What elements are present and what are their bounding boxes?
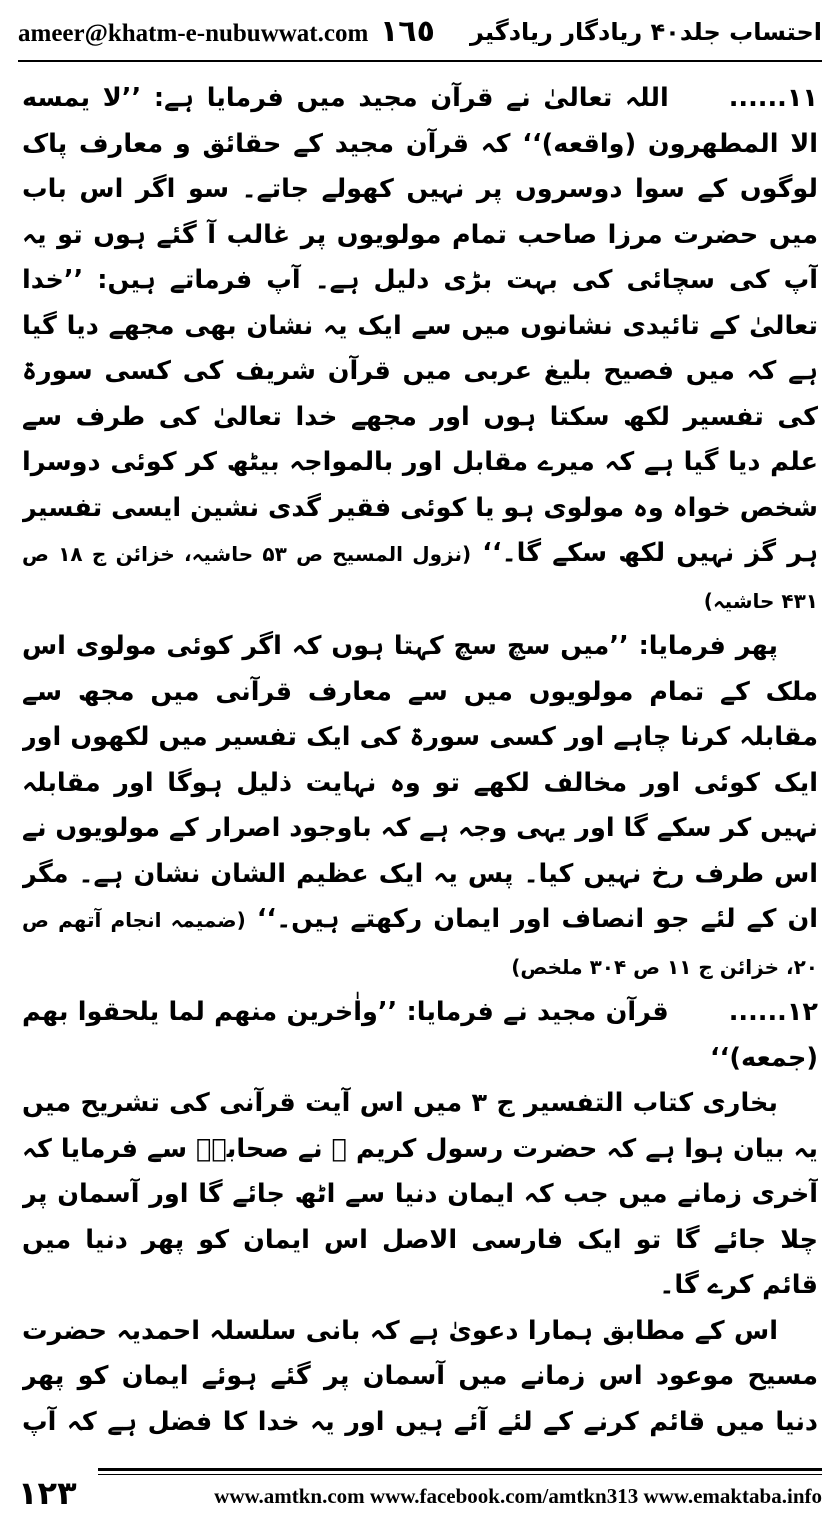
footer-rule-thick — [98, 1468, 822, 1471]
text-run: اللہ تعالیٰ نے قرآن مجید میں فرمایا ہے: ’’ — [121, 83, 669, 113]
header-email: ameer@khatm-e-nubuwwat.com — [18, 20, 369, 47]
arabic-quote: لا یمسه الا المطهرون (واقعه) — [22, 83, 818, 159]
reference: (نزول المسیح ص ۵۳ حاشیہ، خزائن ج ۱۸ ص ۴۳۱ حاشیہ) — [22, 542, 818, 613]
text-run: پھر فرمایا: ’’میں سچ سچ کہتا ہوں کہ اگر کوئی مولوی اس ملک کے تمام مولویوں میں سے معارف قرآنی میں مجھ سے مقابلہ کرنا چاہے اور کسی سورۃ کی ایک تفسیر میں لکھوں اور ایک کوئی اور مخالف لکھے تو وہ نہایت ذلیل ہوگا اور مقابلہ نہیں کر سکے گا اور یہی وجہ ہے کہ باوجود اصرار کے مولویوں نے اس طرف رخ نہیں کیا۔ پس یہ ایک عظیم الشان نشان ہے۔ مگر ان کے لئے جو انصاف اور ایمان رکھتے ہیں۔‘‘ — [22, 631, 818, 934]
reference: (ضمیمہ انجام آتھم ص ۲۰، خزائن ج ۱۱ ص ۳۰۴ ملخص) — [22, 908, 818, 979]
footer-page-number: ۱۲۳ — [18, 1474, 77, 1512]
page-header — [18, 14, 822, 54]
paragraph-11-cont — [22, 624, 818, 990]
text-run: قرآن مجید نے فرمایا: ’’ — [377, 997, 669, 1027]
text-run: ‘‘ — [709, 1042, 730, 1073]
item-number: ۱۱...... — [728, 83, 818, 113]
header-page-number: ١٦٥ — [380, 14, 435, 49]
page-content — [22, 76, 818, 1450]
paragraph-12-claim — [22, 1309, 818, 1451]
item-number: ۱۲...... — [728, 997, 818, 1027]
footer-urls: www.amtkn.com www.facebook.com/amtkn313 www.emaktaba.info — [214, 1484, 822, 1508]
footer-rule-thin — [98, 1474, 822, 1475]
paragraph-12-bukhari — [22, 1081, 818, 1309]
header-running-title: احتساب جلد۴۰ ریادگار ریادگیر — [470, 18, 822, 46]
arabic-quote: واٰخرین منهم لما یلحقوا بهم (جمعه) — [22, 997, 818, 1073]
paragraph-12 — [22, 990, 818, 1081]
text-run: بخاری کتاب التفسیر ج ۳ میں اس آیت قرآنی کی تشریح میں یہ بیان ہوا ہے کہ حضرت رسول کریم ﷺ نے صحابہؓ سے فرمایا کہ آخری زمانے میں جب کہ ایمان دنیا سے اٹھ جائے گا اور آسمان پر چلا جائے گا تو ایک فارسی الاصل اس ایمان کو پھر دنیا میں قائم کرے گا۔ — [22, 1088, 818, 1300]
text-run: اس کے مطابق ہمارا دعویٰ ہے کہ بانی سلسلہ احمدیہ حضرت مسیح موعود اس زمانے میں آسمان پر گئے ہوئے ایمان کو پھر دنیا میں قائم کرنے کے لئے آئے ہیں اور یہ خدا کا فضل ہے کہ آپ — [22, 1315, 818, 1437]
paragraph-11 — [22, 76, 818, 624]
header-rule — [18, 60, 822, 62]
text-run: ‘‘ کہ قرآن مجید کے حقائق و معارف پاک لوگوں کے سوا دوسروں پر نہیں کھولے جاتے۔ سو اگر اس باب میں حضرت مرزا صاحب تمام مولویوں پر غالب آ گئے ہوں تو یہ آپ کی سچائی کی بہت بڑی دلیل ہے۔ آپ فرماتے ہیں: ’’خدا تعالیٰ کے تائیدی نشانوں میں سے ایک یہ نشان بھی مجھے دیا گیا ہے کہ میں فصیح بلیغ عربی میں قرآن شریف کی کسی سورۃ کی تفسیر لکھ سکتا ہوں اور مجھے خدا تعالیٰ کی طرف سے علم دیا گیا ہے کہ میرے مقابل اور بالمواجہ بیٹھ کر کوئی دوسرا شخص خواہ وہ مولوی ہو یا کوئی فقیر گدی نشین ایسی تفسیر ہر گز نہیں لکھ سکے گا۔‘‘ — [22, 128, 818, 568]
page-footer — [18, 1464, 822, 1522]
